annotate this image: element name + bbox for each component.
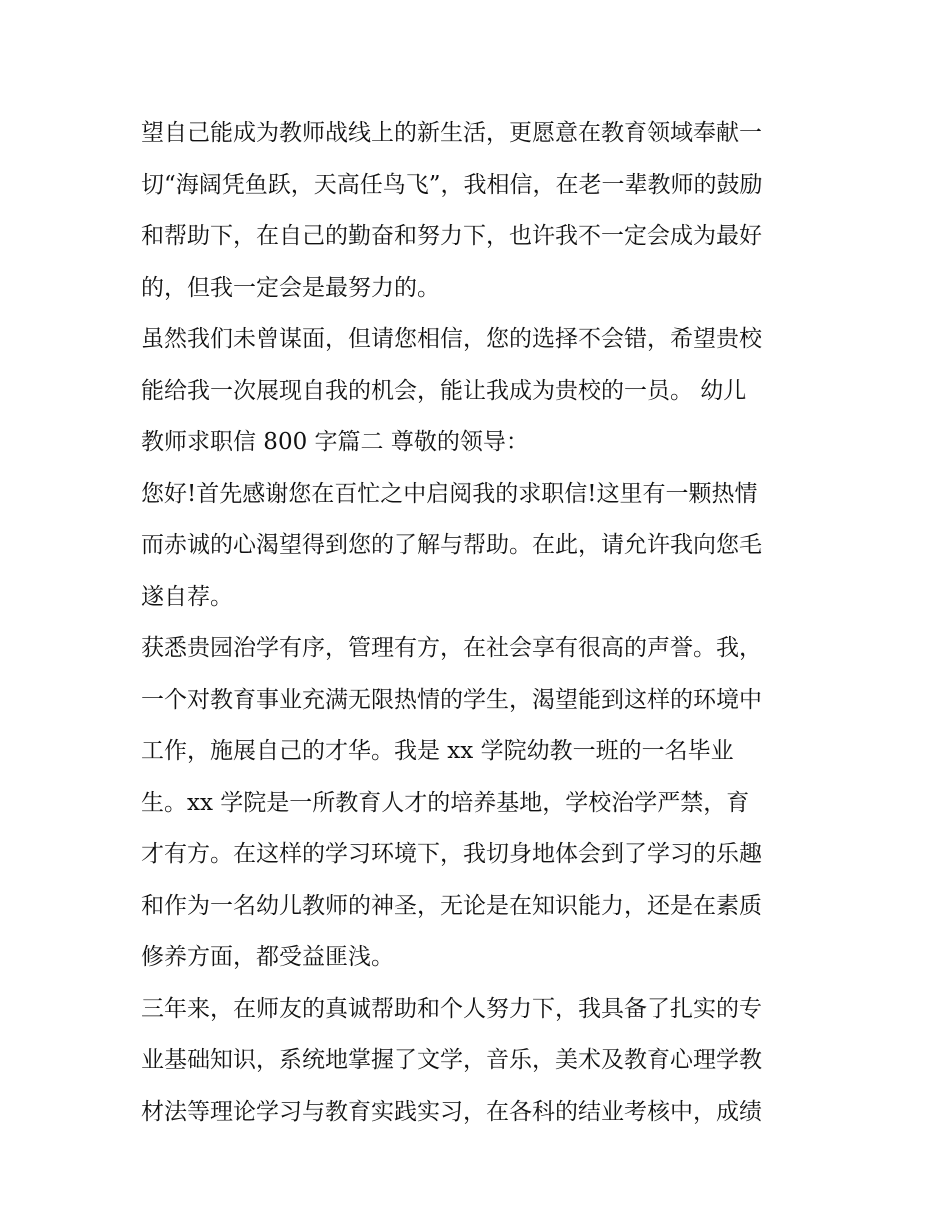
text-line: 您好!首先感谢您在百忙之中启阅我的求职信!这里有一颗热情	[141, 480, 758, 507]
text-line: 修养方面，都受益匪浅。	[141, 944, 394, 970]
text-line: 材法等理论学习与教育实践实习，在各科的结业考核中，成绩	[141, 1098, 762, 1125]
text-line: 和作为一名幼儿教师的神圣，无论是在知识能力，还是在素质	[141, 892, 762, 919]
text-line: 工作，施展自己的才华。我是 xx 学院幼教一班的一名毕业	[141, 738, 734, 764]
text-line: 和帮助下，在自己的勤奋和努力下，也许我不一定会成为最好	[141, 223, 762, 249]
text-line: 的，但我一定会是最努力的。	[141, 274, 440, 301]
text-line: 教师求职信 800 字篇二 尊敬的领导：	[141, 429, 529, 455]
text-line: 望自己能成为教师战线上的新生活，更愿意在教育领域奉献一	[141, 120, 762, 146]
text-line: 切“海阔凭鱼跃，天高任鸟飞”，我相信，在老一辈教师的鼓励	[141, 171, 763, 198]
text-line: 而赤诚的心渴望得到您的了解与帮助。在此，请允许我向您毛	[141, 532, 762, 558]
text-line: 获悉贵园治学有序，管理有方，在社会享有很高的声誉。我，	[141, 635, 762, 661]
text-line: 遂自荐。	[141, 583, 233, 610]
text-line: 一个对教育事业充满无限热情的学生，渴望能到这样的环境中	[141, 686, 762, 713]
body-text	[141, 108, 821, 1138]
text-line: 业基础知识，系统地掌握了文学，音乐，美术及教育心理学教	[141, 1047, 762, 1073]
text-line: 能给我一次展现自我的机会，能让我成为贵校的一员。 幼儿	[141, 377, 747, 404]
text-line: 三年来，在师友的真诚帮助和个人努力下，我具备了扎实的专	[141, 995, 762, 1022]
text-line: 才有方。在这样的学习环境下，我切身地体会到了学习的乐趣	[141, 841, 762, 867]
text-line: 生。xx 学院是一所教育人才的培养基地，学校治学严禁，育	[141, 789, 750, 816]
text-line: 虽然我们未曾谋面，但请您相信，您的选择不会错，希望贵校	[141, 326, 762, 352]
